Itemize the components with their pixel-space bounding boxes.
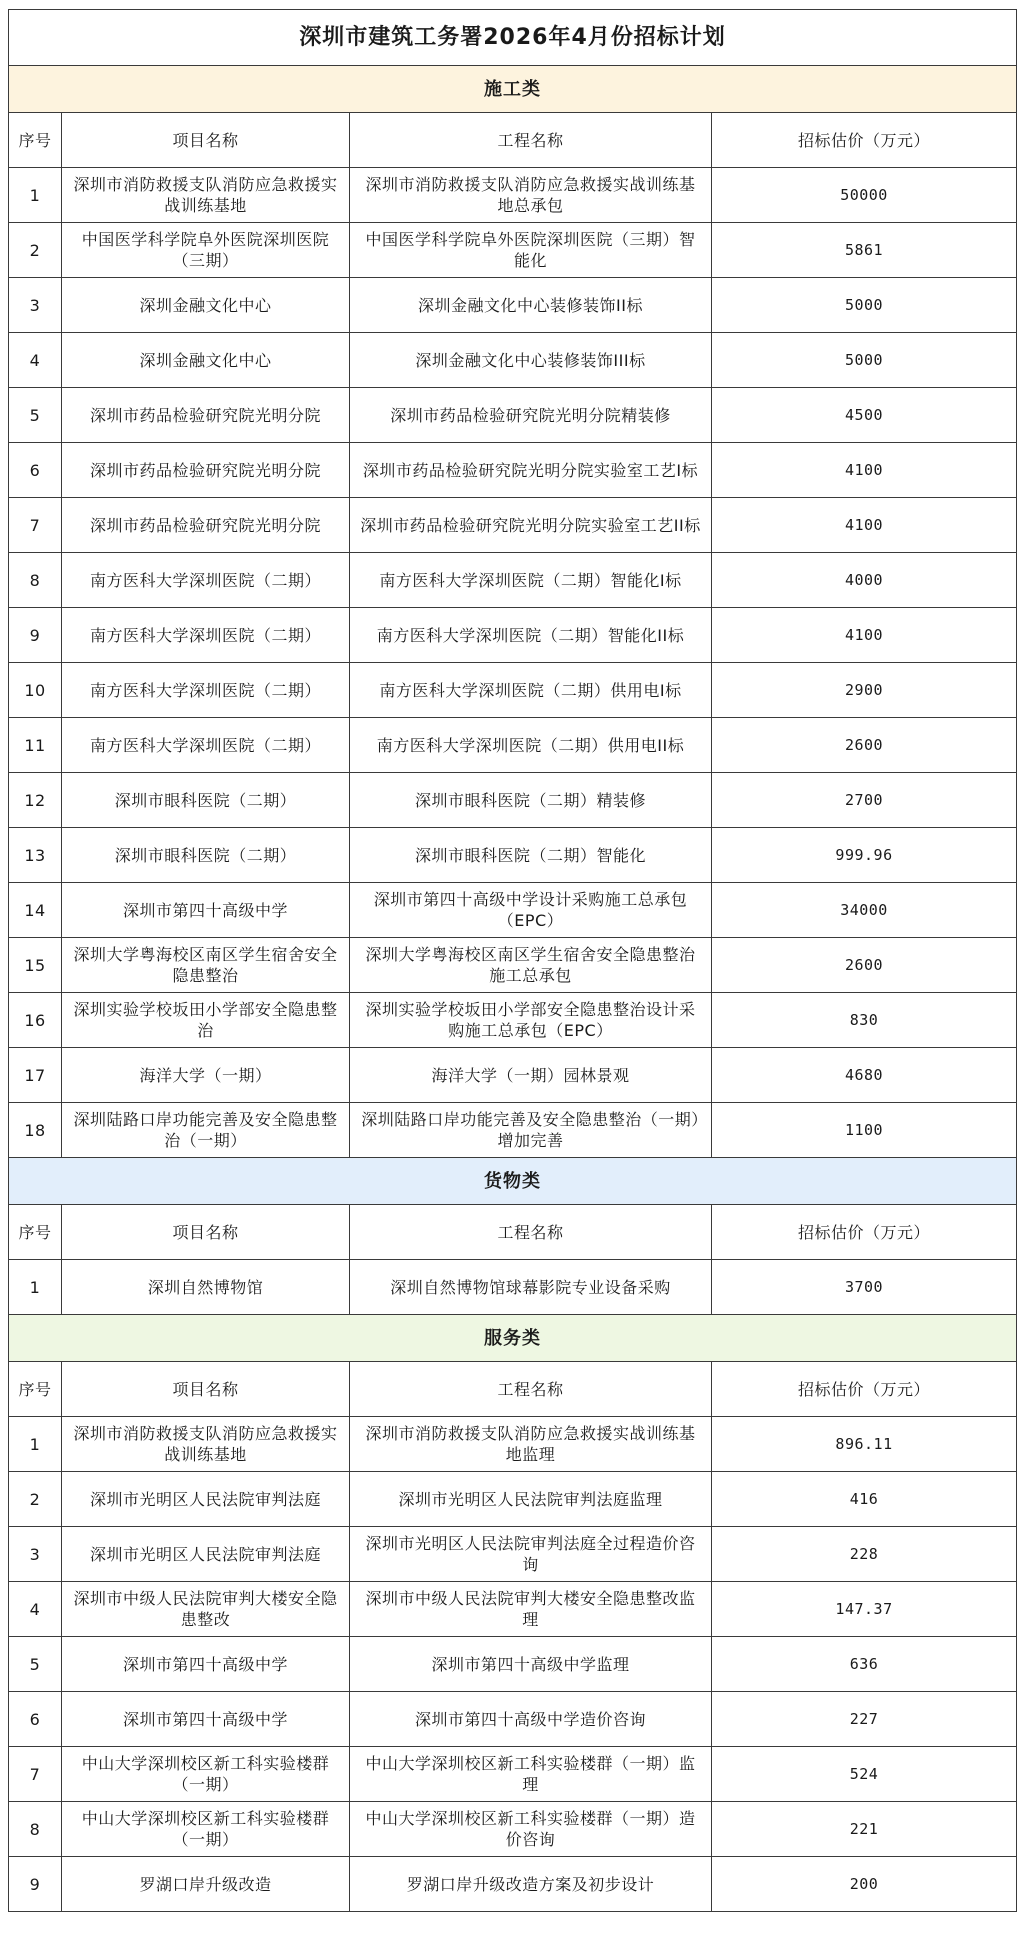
row-engineering-name: 罗湖口岸升级改造方案及初步设计 — [350, 1857, 712, 1912]
table-row — [9, 1582, 1017, 1637]
row-engineering-name: 南方医科大学深圳医院（二期）供用电Ⅰ标 — [350, 663, 712, 718]
table-row — [9, 553, 1017, 608]
table-row — [9, 883, 1017, 938]
row-estimate: 5861 — [712, 223, 1017, 278]
row-index: 10 — [9, 663, 62, 718]
row-estimate: 147.37 — [712, 1582, 1017, 1637]
row-engineering-name: 深圳市药品检验研究院光明分院实验室工艺II标 — [350, 498, 712, 553]
table-row — [9, 168, 1017, 223]
row-project-name: 深圳实验学校坂田小学部安全隐患整治 — [62, 993, 350, 1048]
row-estimate: 4100 — [712, 608, 1017, 663]
row-project-name: 海洋大学（一期） — [62, 1048, 350, 1103]
column-header-row — [9, 1362, 1017, 1417]
row-project-name: 深圳陆路口岸功能完善及安全隐患整治（一期） — [62, 1103, 350, 1158]
row-engineering-name: 深圳实验学校坂田小学部安全隐患整治设计采购施工总承包（EPC） — [350, 993, 712, 1048]
row-engineering-name: 深圳市眼科医院（二期）智能化 — [350, 828, 712, 883]
row-project-name: 南方医科大学深圳医院（二期） — [62, 553, 350, 608]
section-title: 服务类 — [9, 1315, 1017, 1362]
row-engineering-name: 深圳市第四十高级中学造价咨询 — [350, 1692, 712, 1747]
row-engineering-name: 深圳大学粤海校区南区学生宿舍安全隐患整治施工总承包 — [350, 938, 712, 993]
row-engineering-name: 深圳市第四十高级中学设计采购施工总承包（EPC） — [350, 883, 712, 938]
table-body — [9, 10, 1017, 1912]
row-project-name: 深圳大学粤海校区南区学生宿舍安全隐患整治 — [62, 938, 350, 993]
row-index: 8 — [9, 553, 62, 608]
row-index: 1 — [9, 1417, 62, 1472]
table-row — [9, 608, 1017, 663]
table-row — [9, 388, 1017, 443]
section-title: 施工类 — [9, 66, 1017, 113]
row-project-name: 中山大学深圳校区新工科实验楼群（一期） — [62, 1747, 350, 1802]
row-estimate: 2600 — [712, 718, 1017, 773]
table-row — [9, 333, 1017, 388]
row-index: 16 — [9, 993, 62, 1048]
row-project-name: 深圳市药品检验研究院光明分院 — [62, 443, 350, 498]
table-row — [9, 1527, 1017, 1582]
table-row — [9, 1472, 1017, 1527]
row-project-name: 中山大学深圳校区新工科实验楼群（一期） — [62, 1802, 350, 1857]
bidding-plan-sheet — [8, 9, 1016, 1912]
row-project-name: 深圳金融文化中心 — [62, 278, 350, 333]
row-estimate: 3700 — [712, 1260, 1017, 1315]
column-header-row — [9, 1205, 1017, 1260]
row-index: 12 — [9, 773, 62, 828]
row-engineering-name: 深圳市药品检验研究院光明分院实验室工艺I标 — [350, 443, 712, 498]
row-project-name: 深圳金融文化中心 — [62, 333, 350, 388]
row-index: 18 — [9, 1103, 62, 1158]
table-row — [9, 278, 1017, 333]
header-project-name: 项目名称 — [62, 1205, 350, 1260]
table-row — [9, 443, 1017, 498]
row-estimate: 4100 — [712, 498, 1017, 553]
row-engineering-name: 南方医科大学深圳医院（二期）智能化I标 — [350, 553, 712, 608]
header-estimate: 招标估价（万元） — [712, 113, 1017, 168]
section-header-row — [9, 1158, 1017, 1205]
row-project-name: 深圳市眼科医院（二期） — [62, 828, 350, 883]
row-index: 7 — [9, 1747, 62, 1802]
row-index: 15 — [9, 938, 62, 993]
row-estimate: 1100 — [712, 1103, 1017, 1158]
row-engineering-name: 海洋大学（一期）园林景观 — [350, 1048, 712, 1103]
section-title: 货物类 — [9, 1158, 1017, 1205]
table-row — [9, 223, 1017, 278]
header-project-name: 项目名称 — [62, 113, 350, 168]
table-row — [9, 1857, 1017, 1912]
header-engineering-name: 工程名称 — [350, 113, 712, 168]
row-engineering-name: 中国医学科学院阜外医院深圳医院（三期）智能化 — [350, 223, 712, 278]
row-project-name: 深圳市光明区人民法院审判法庭 — [62, 1472, 350, 1527]
row-index: 7 — [9, 498, 62, 553]
row-index: 3 — [9, 1527, 62, 1582]
row-engineering-name: 深圳市消防救援支队消防应急救援实战训练基地监理 — [350, 1417, 712, 1472]
row-project-name: 深圳市中级人民法院审判大楼安全隐患整改 — [62, 1582, 350, 1637]
row-index: 2 — [9, 223, 62, 278]
row-index: 3 — [9, 278, 62, 333]
row-estimate: 524 — [712, 1747, 1017, 1802]
row-index: 17 — [9, 1048, 62, 1103]
row-project-name: 南方医科大学深圳医院（二期） — [62, 663, 350, 718]
row-engineering-name: 深圳市药品检验研究院光明分院精装修 — [350, 388, 712, 443]
row-index: 8 — [9, 1802, 62, 1857]
row-index: 5 — [9, 1637, 62, 1692]
bidding-plan-table — [8, 9, 1017, 1912]
title-row — [9, 10, 1017, 66]
row-engineering-name: 深圳市眼科医院（二期）精装修 — [350, 773, 712, 828]
row-estimate: 4500 — [712, 388, 1017, 443]
row-project-name: 深圳市第四十高级中学 — [62, 1692, 350, 1747]
table-row — [9, 773, 1017, 828]
row-index: 5 — [9, 388, 62, 443]
row-estimate: 4680 — [712, 1048, 1017, 1103]
row-engineering-name: 深圳金融文化中心装修装饰II标 — [350, 278, 712, 333]
row-estimate: 5000 — [712, 333, 1017, 388]
row-estimate: 416 — [712, 1472, 1017, 1527]
section-header-row — [9, 1315, 1017, 1362]
row-estimate: 830 — [712, 993, 1017, 1048]
row-project-name: 南方医科大学深圳医院（二期） — [62, 718, 350, 773]
row-estimate: 636 — [712, 1637, 1017, 1692]
row-engineering-name: 深圳金融文化中心装修装饰III标 — [350, 333, 712, 388]
row-engineering-name: 中山大学深圳校区新工科实验楼群（一期）造价咨询 — [350, 1802, 712, 1857]
row-estimate: 50000 — [712, 168, 1017, 223]
table-row — [9, 1692, 1017, 1747]
row-index: 13 — [9, 828, 62, 883]
table-row — [9, 718, 1017, 773]
row-estimate: 34000 — [712, 883, 1017, 938]
row-engineering-name: 中山大学深圳校区新工科实验楼群（一期）监理 — [350, 1747, 712, 1802]
row-index: 9 — [9, 608, 62, 663]
row-engineering-name: 深圳市第四十高级中学监理 — [350, 1637, 712, 1692]
header-estimate: 招标估价（万元） — [712, 1205, 1017, 1260]
row-estimate: 896.11 — [712, 1417, 1017, 1472]
row-project-name: 深圳市药品检验研究院光明分院 — [62, 388, 350, 443]
row-project-name: 深圳市第四十高级中学 — [62, 1637, 350, 1692]
row-engineering-name: 深圳陆路口岸功能完善及安全隐患整治（一期）增加完善 — [350, 1103, 712, 1158]
row-index: 2 — [9, 1472, 62, 1527]
row-project-name: 深圳市眼科医院（二期） — [62, 773, 350, 828]
row-estimate: 228 — [712, 1527, 1017, 1582]
row-estimate: 2900 — [712, 663, 1017, 718]
column-header-row — [9, 113, 1017, 168]
row-project-name: 深圳市药品检验研究院光明分院 — [62, 498, 350, 553]
row-estimate: 221 — [712, 1802, 1017, 1857]
header-engineering-name: 工程名称 — [350, 1362, 712, 1417]
row-index: 4 — [9, 333, 62, 388]
table-row — [9, 993, 1017, 1048]
row-engineering-name: 深圳市中级人民法院审判大楼安全隐患整改监理 — [350, 1582, 712, 1637]
row-project-name: 深圳市消防救援支队消防应急救援实战训练基地 — [62, 1417, 350, 1472]
header-index: 序号 — [9, 113, 62, 168]
row-index: 1 — [9, 168, 62, 223]
table-row — [9, 938, 1017, 993]
row-estimate: 999.96 — [712, 828, 1017, 883]
row-engineering-name: 深圳市光明区人民法院审判法庭监理 — [350, 1472, 712, 1527]
row-project-name: 深圳市光明区人民法院审判法庭 — [62, 1527, 350, 1582]
table-row — [9, 663, 1017, 718]
row-project-name: 中国医学科学院阜外医院深圳医院（三期） — [62, 223, 350, 278]
row-project-name: 南方医科大学深圳医院（二期） — [62, 608, 350, 663]
row-estimate: 4000 — [712, 553, 1017, 608]
row-index: 6 — [9, 1692, 62, 1747]
row-engineering-name: 深圳市光明区人民法院审判法庭全过程造价咨询 — [350, 1527, 712, 1582]
row-project-name: 深圳自然博物馆 — [62, 1260, 350, 1315]
table-row — [9, 1103, 1017, 1158]
table-row — [9, 1802, 1017, 1857]
section-header-row — [9, 66, 1017, 113]
header-index: 序号 — [9, 1205, 62, 1260]
row-estimate: 200 — [712, 1857, 1017, 1912]
table-row — [9, 1048, 1017, 1103]
row-engineering-name: 深圳自然博物馆球幕影院专业设备采购 — [350, 1260, 712, 1315]
header-estimate: 招标估价（万元） — [712, 1362, 1017, 1417]
table-row — [9, 1260, 1017, 1315]
table-row — [9, 498, 1017, 553]
row-index: 9 — [9, 1857, 62, 1912]
row-estimate: 2700 — [712, 773, 1017, 828]
row-estimate: 4100 — [712, 443, 1017, 498]
header-project-name: 项目名称 — [62, 1362, 350, 1417]
row-estimate: 5000 — [712, 278, 1017, 333]
row-index: 14 — [9, 883, 62, 938]
page-title: 深圳市建筑工务署2026年4月份招标计划 — [9, 10, 1017, 66]
table-row — [9, 1637, 1017, 1692]
row-index: 1 — [9, 1260, 62, 1315]
row-index: 6 — [9, 443, 62, 498]
row-project-name: 深圳市第四十高级中学 — [62, 883, 350, 938]
table-row — [9, 828, 1017, 883]
table-row — [9, 1747, 1017, 1802]
row-project-name: 深圳市消防救援支队消防应急救援实战训练基地 — [62, 168, 350, 223]
row-project-name: 罗湖口岸升级改造 — [62, 1857, 350, 1912]
row-engineering-name: 深圳市消防救援支队消防应急救援实战训练基地总承包 — [350, 168, 712, 223]
table-row — [9, 1417, 1017, 1472]
header-engineering-name: 工程名称 — [350, 1205, 712, 1260]
row-index: 11 — [9, 718, 62, 773]
row-estimate: 2600 — [712, 938, 1017, 993]
row-index: 4 — [9, 1582, 62, 1637]
row-engineering-name: 南方医科大学深圳医院（二期）供用电II标 — [350, 718, 712, 773]
row-estimate: 227 — [712, 1692, 1017, 1747]
header-index: 序号 — [9, 1362, 62, 1417]
row-engineering-name: 南方医科大学深圳医院（二期）智能化II标 — [350, 608, 712, 663]
